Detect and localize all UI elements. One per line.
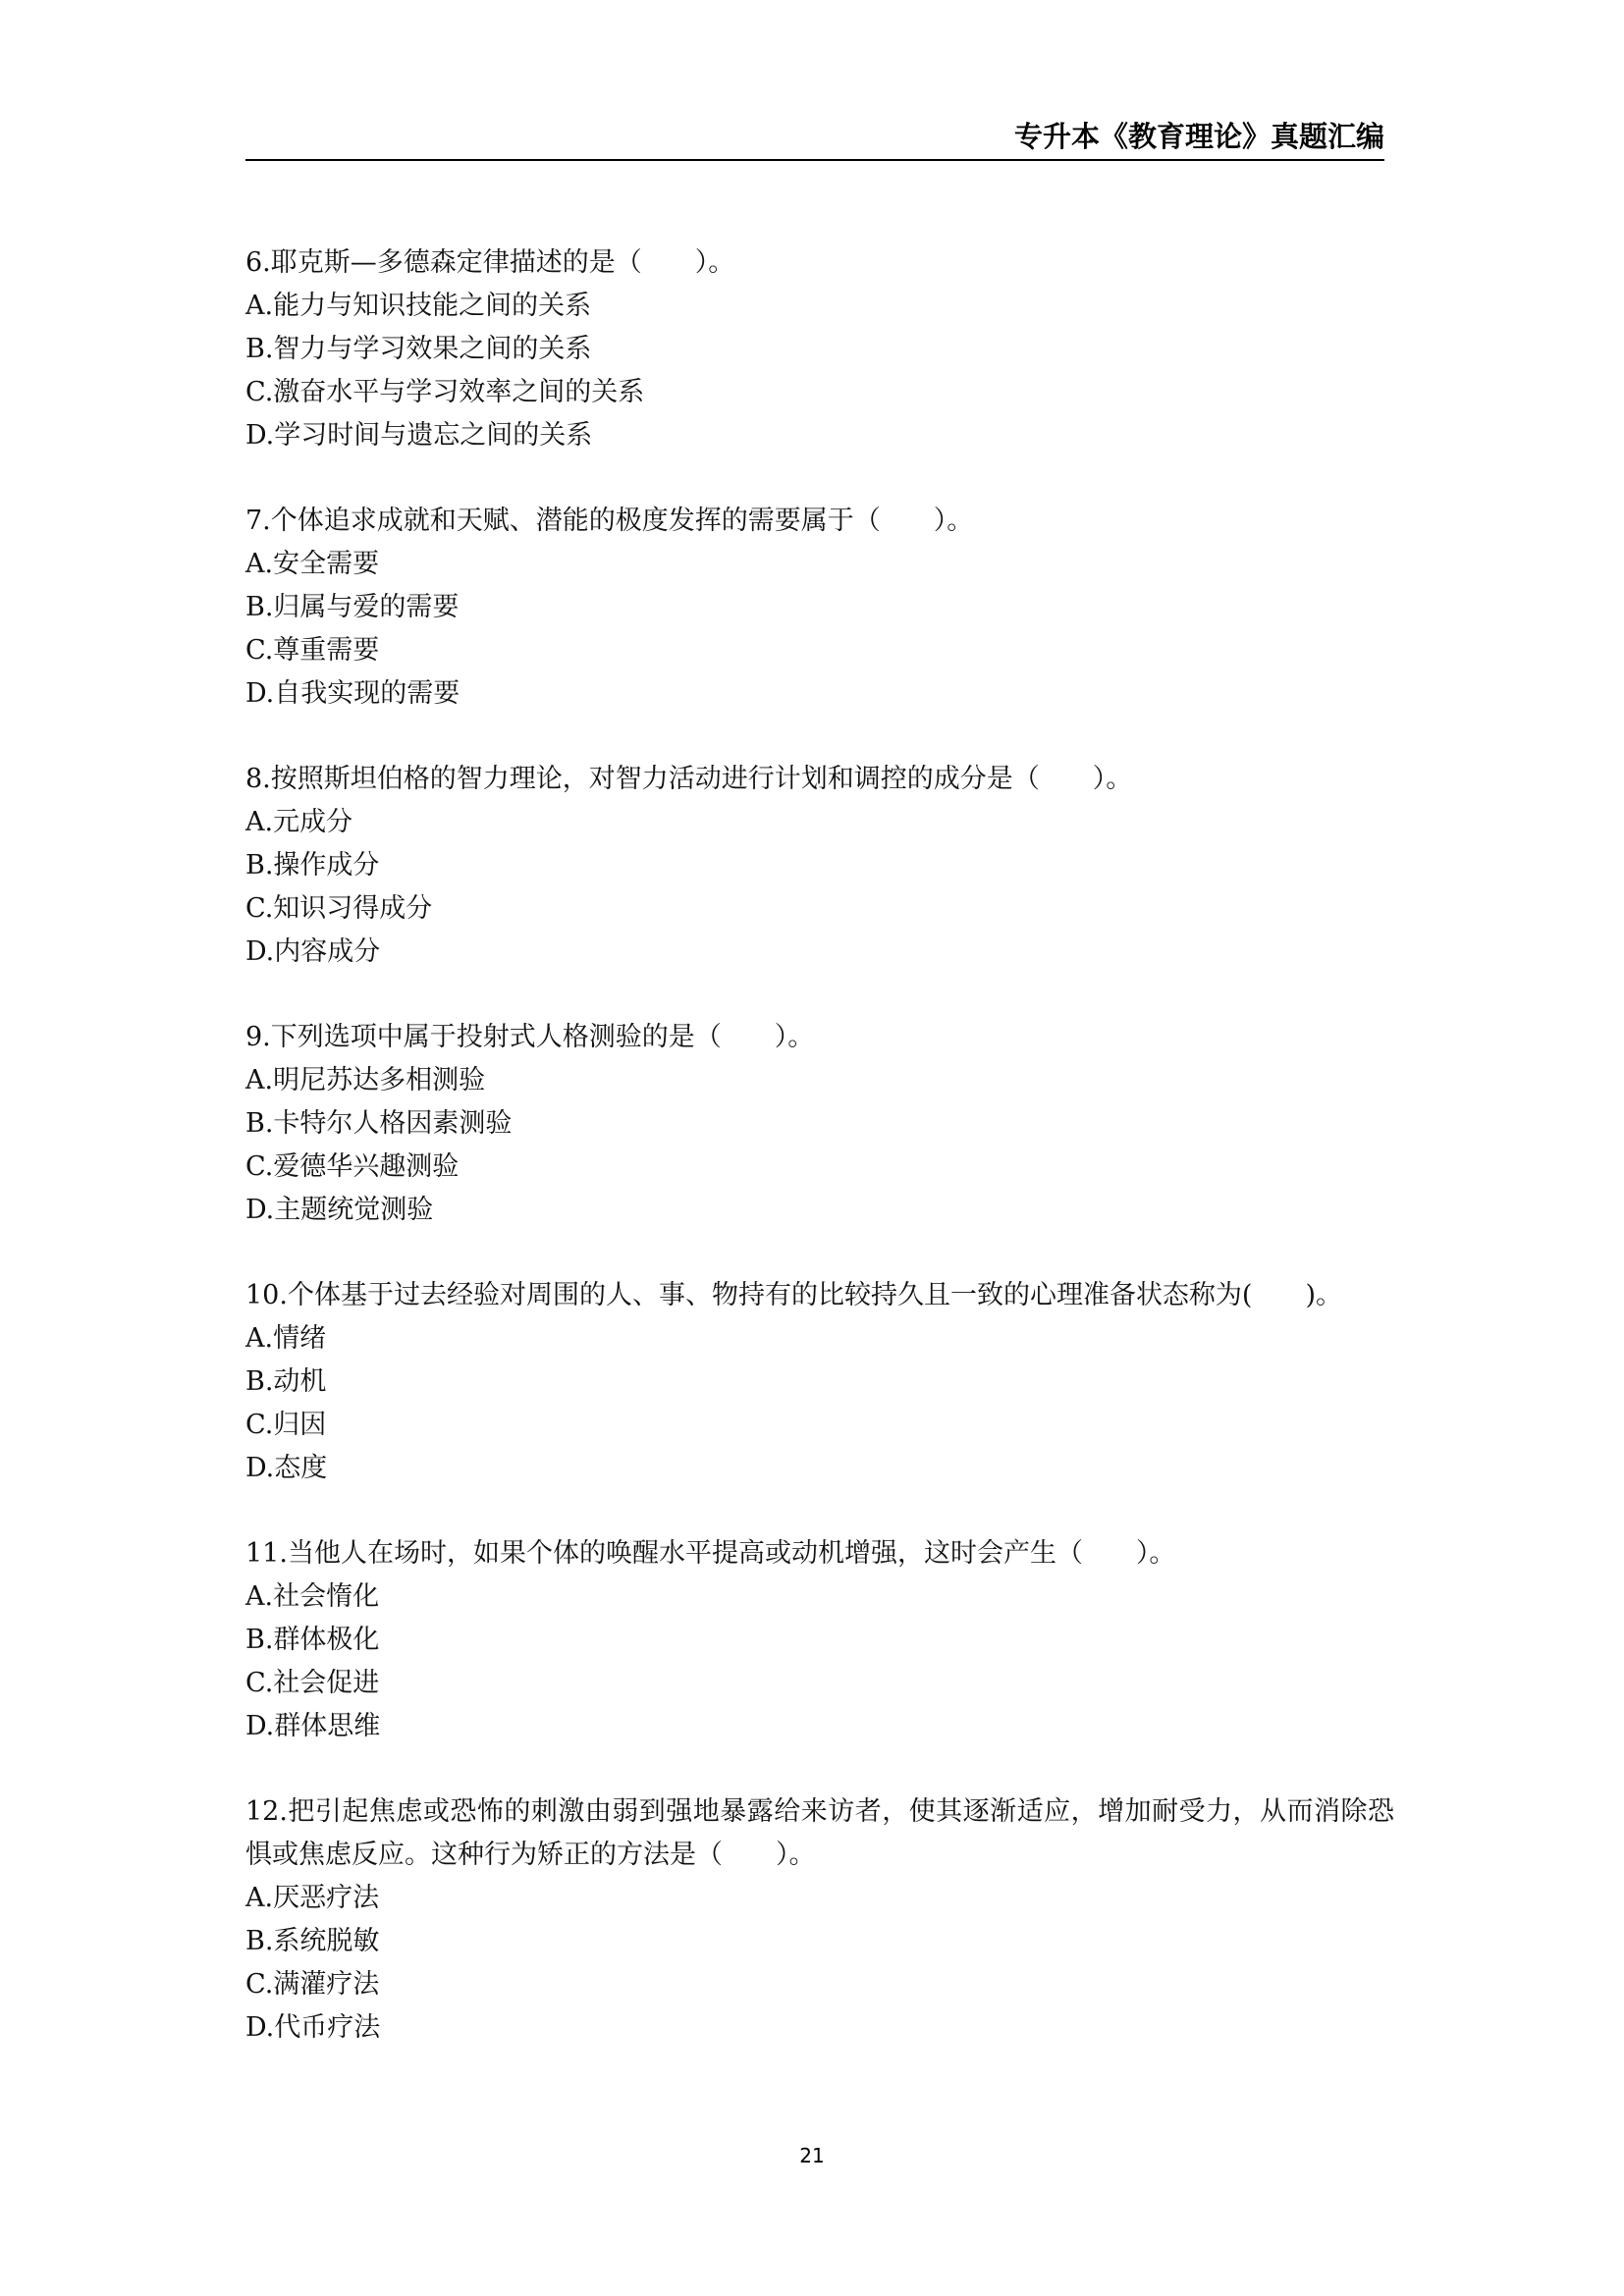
question-6 — [245, 241, 1394, 457]
question-list — [245, 241, 1394, 2092]
option-a: A.能力与知识技能之间的关系 — [245, 291, 592, 321]
option-d: D.自我实现的需要 — [245, 678, 460, 709]
question-11 — [245, 1532, 1394, 1748]
option-c: C.知识习得成分 — [245, 893, 433, 924]
question-7 — [245, 500, 1394, 716]
question-9 — [245, 1016, 1394, 1232]
page-number: 21 — [799, 2144, 825, 2167]
option-c: C.社会促进 — [245, 1668, 380, 1698]
option-d: D.态度 — [245, 1453, 328, 1483]
question-stem: 6.耶克斯—多德森定律描述的是（ ）。 — [245, 247, 735, 278]
option-list — [245, 1575, 1394, 1748]
question-12 — [245, 1790, 1394, 2050]
option-b: B.群体极化 — [245, 1625, 380, 1655]
option-b: B.操作成分 — [245, 850, 380, 881]
option-a: A.元成分 — [245, 807, 353, 837]
option-list — [245, 801, 1394, 974]
option-d: D.主题统觉测验 — [245, 1195, 434, 1225]
question-stem: 9.下列选项中属于投射式人格测验的是（ ）。 — [245, 1022, 815, 1052]
option-a: A.情绪 — [245, 1323, 327, 1354]
option-b: B.智力与学习效果之间的关系 — [245, 334, 592, 364]
option-b: B.系统脱敏 — [245, 1926, 380, 1956]
question-stem: 12.把引起焦虑或恐怖的刺激由弱到强地暴露给来访者，使其逐渐适应，增加耐受力，从而消除恐惧或焦虑反应。这种行为矫正的方法是（ ）。 — [245, 1796, 1394, 1870]
page-header — [245, 116, 1384, 161]
option-c: C.归因 — [245, 1410, 327, 1440]
option-a: A.厌恶疗法 — [245, 1883, 380, 1913]
option-a: A.社会惰化 — [245, 1581, 380, 1612]
question-10 — [245, 1274, 1394, 1490]
question-stem: 11.当他人在场时，如果个体的唤醒水平提高或动机增强，这时会产生（ ）。 — [245, 1538, 1176, 1569]
option-list — [245, 543, 1394, 716]
question-stem: 10.个体基于过去经验对周围的人、事、物持有的比较持久且一致的心理准备状态称为( )。 — [245, 1280, 1343, 1310]
option-d: D.群体思维 — [245, 1711, 381, 1741]
option-a: A.明尼苏达多相测验 — [245, 1065, 486, 1095]
option-list — [245, 1877, 1394, 2050]
option-c: C.激奋水平与学习效率之间的关系 — [245, 377, 645, 407]
option-a: A.安全需要 — [245, 549, 380, 579]
option-d: D.代币疗法 — [245, 2012, 381, 2043]
question-8 — [245, 758, 1394, 974]
option-c: C.爱德华兴趣测验 — [245, 1151, 460, 1182]
option-list — [245, 1059, 1394, 1232]
option-list — [245, 285, 1394, 457]
option-d: D.学习时间与遗忘之间的关系 — [245, 420, 593, 451]
question-stem: 8.按照斯坦伯格的智力理论，对智力活动进行计划和调控的成分是（ ）。 — [245, 764, 1133, 794]
question-stem: 7.个体追求成就和天赋、潜能的极度发挥的需要属于（ ）。 — [245, 506, 974, 536]
option-c: C.满灌疗法 — [245, 1969, 380, 2000]
document-title: 专升本《教育理论》真题汇编 — [1013, 120, 1384, 153]
option-b: B.卡特尔人格因素测验 — [245, 1108, 513, 1139]
option-d: D.内容成分 — [245, 936, 381, 967]
option-c: C.尊重需要 — [245, 635, 380, 666]
option-b: B.动机 — [245, 1366, 327, 1397]
option-b: B.归属与爱的需要 — [245, 592, 460, 622]
option-list — [245, 1317, 1394, 1490]
